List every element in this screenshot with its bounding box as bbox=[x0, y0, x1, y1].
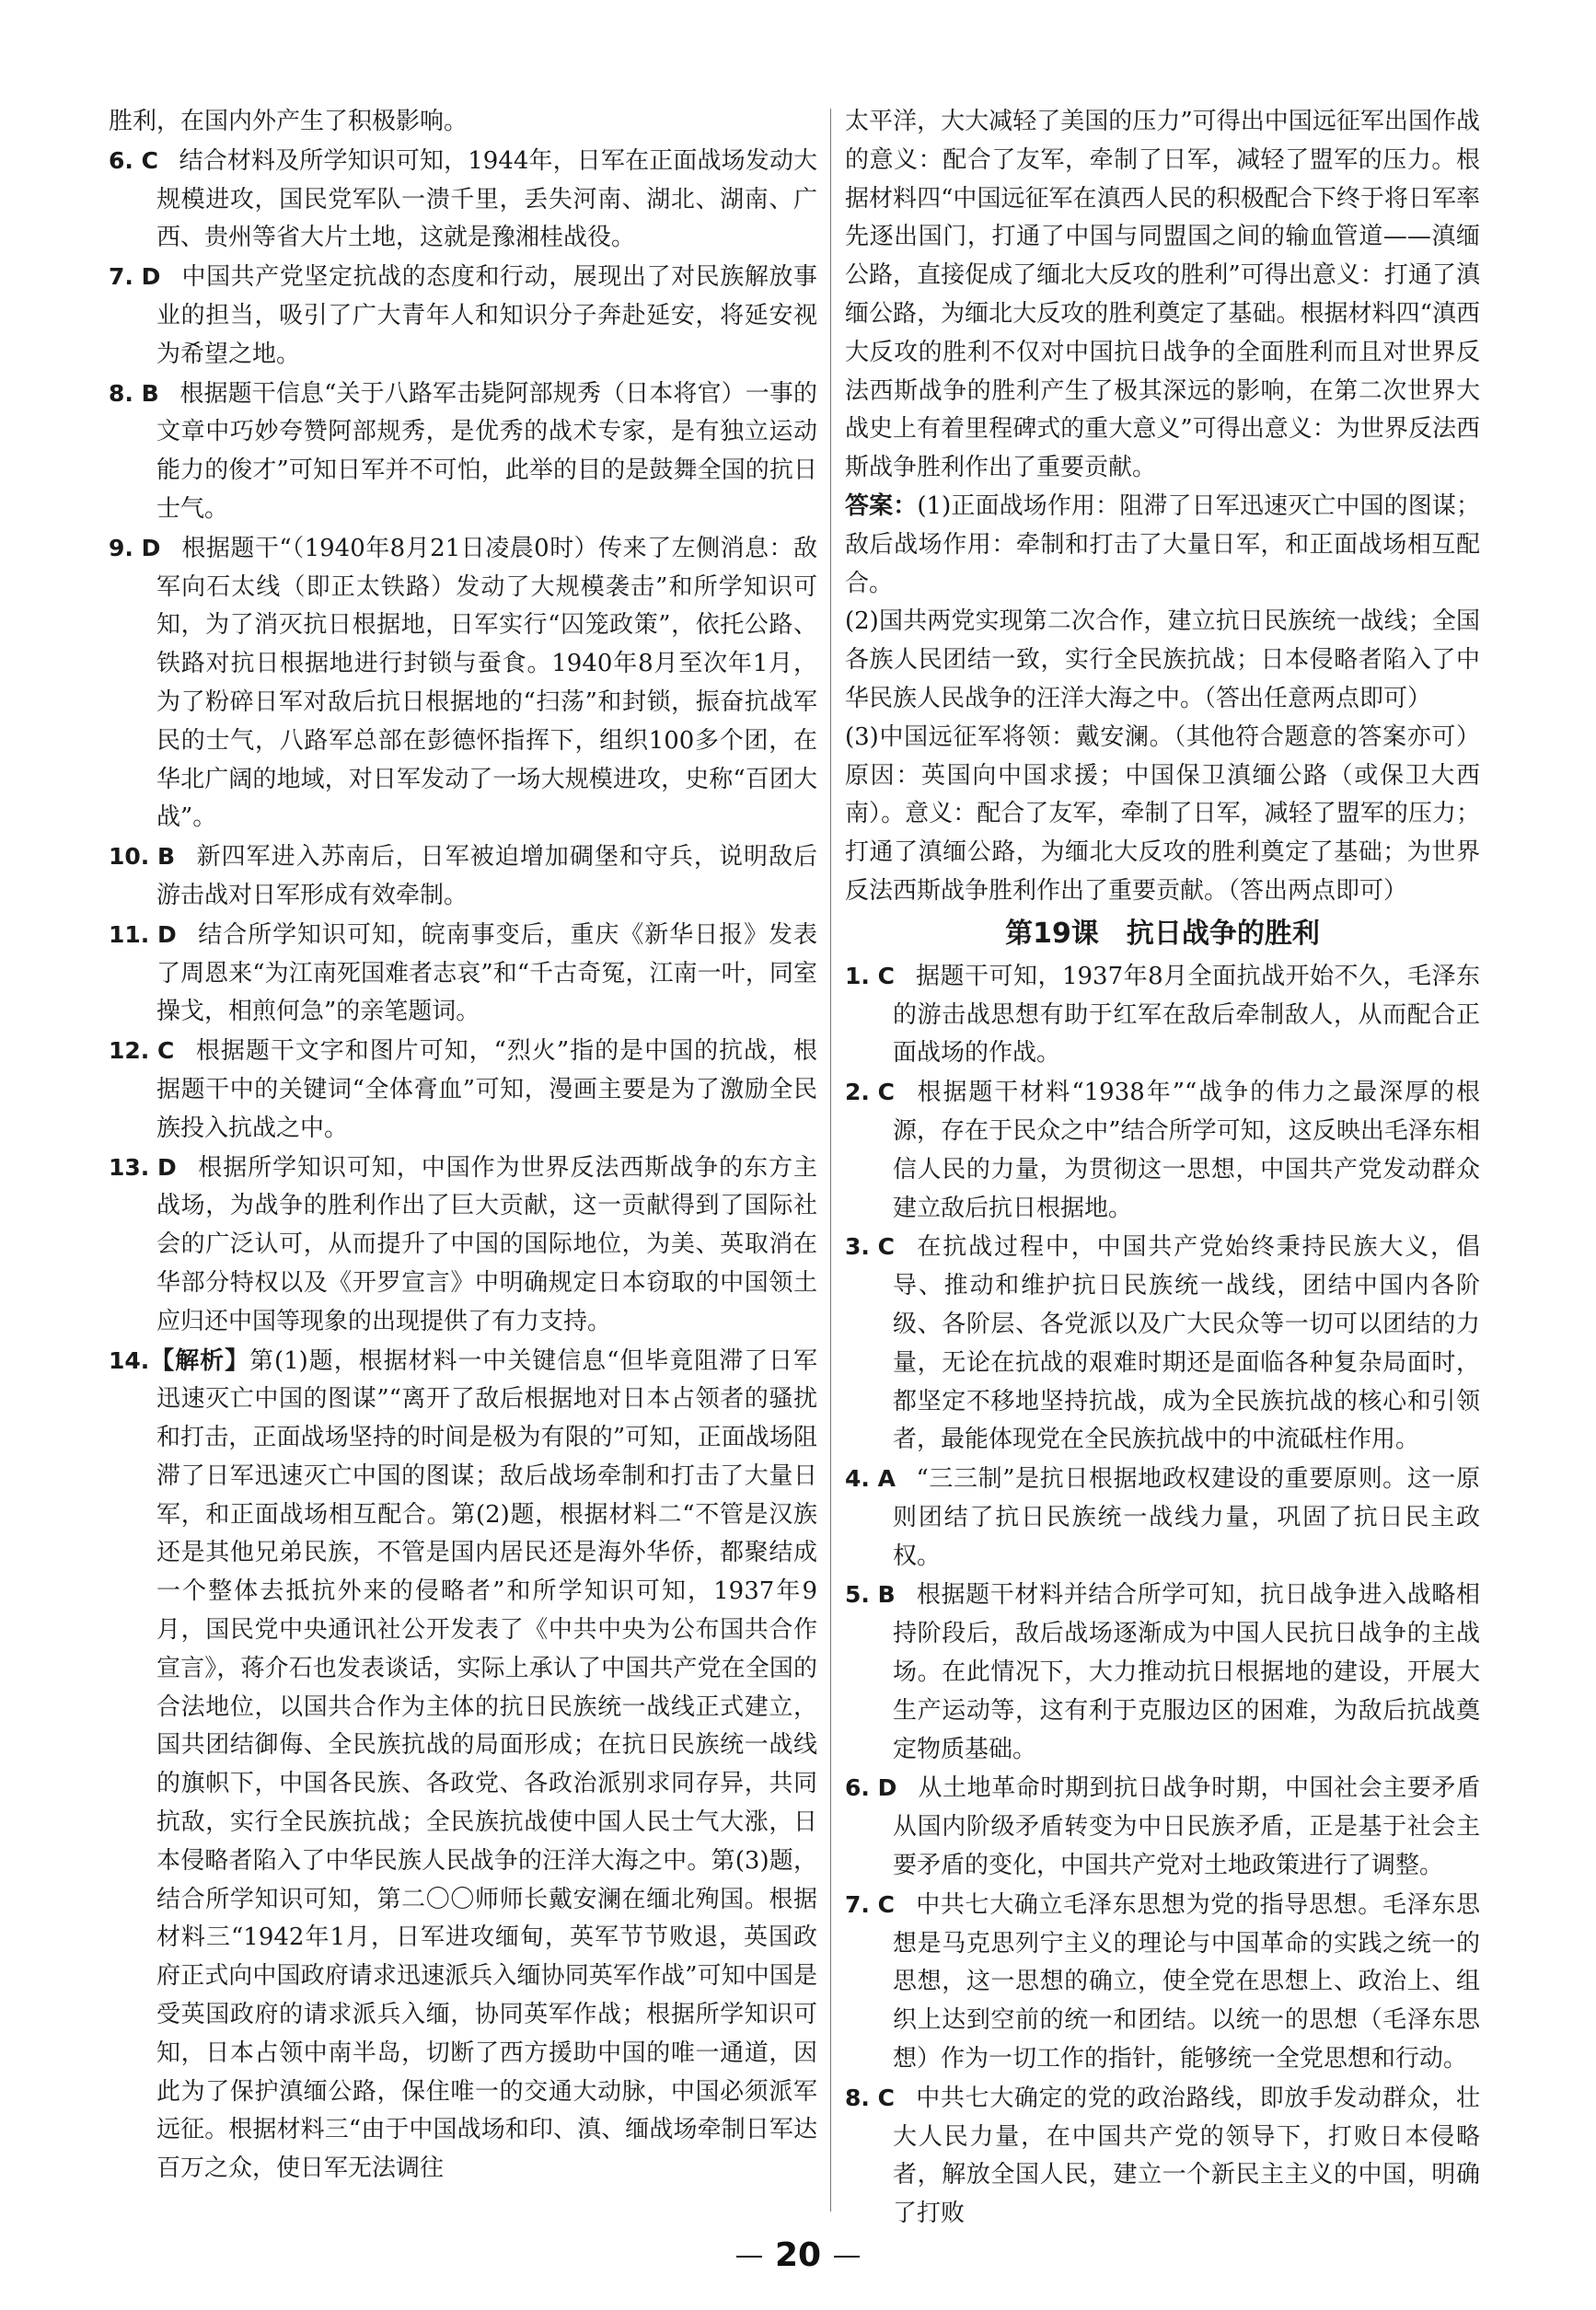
page-footer bbox=[0, 2236, 1596, 2274]
answer-item-7: 7. D 中国共产党坚定抗战的态度和行动，展现出了对民族解放事业的担当，吸引了广大青年人和知识分子奔赴延安，将延安视为希望之地。 bbox=[109, 263, 817, 368]
lesson19-item-3: 3. C 在抗战过程中，中国共产党始终秉持民族大义，倡导、推动和维护抗日民族统一战线，团结中国内各阶级、各阶层、各党派以及广大民众等一切可以团结的力量，无论在抗战的艰难时期还是面临各种复杂局面时，都坚定不移地坚持抗战，成为全民族抗战的核心和引领者，最能体现党在全民族抗战中的中流砥柱作用。 bbox=[845, 1233, 1480, 1454]
answer-item-12: 12. C 根据题干文字和图片可知，“烈火”指的是中国的抗战，根据题干中的关键词“全体膏血”可知，漫画主要是为了激励全民族投入抗战之中。 bbox=[109, 1037, 817, 1142]
answer-item-13: 13. D 根据所学知识可知，中国作为世界反法西斯战争的东方主战场，为战争的胜利作出了巨大贡献，这一贡献得到了国际社会的广泛认可，从而提升了中国的国际地位，为美、英取消在华部分特权以及《开罗宣言》中明确规定日本窃取的中国领土应归还中国等现象的出现提供了有力支持。 bbox=[109, 1153, 817, 1335]
left-column bbox=[109, 103, 817, 2189]
answer-part-3: (3)中国远征军将领：戴安澜。（其他符合题意的答案亦可）原因：英国向中国求援；中国保卫滇缅公路（或保卫大西南）。意义：配合了友军，牵制了日军，减轻了盟军的压力；打通了滇缅公路，为缅北大反攻的胜利奠定了基础；为世界反法西斯战争胜利作出了重要贡献。（答出两点即可） bbox=[845, 722, 1480, 905]
answer-item-9: 9. D 根据题干“（1940年8月21日凌晨0时）传来了左侧消息：敌军向石太线（即正太铁路）发动了大规模袭击”和所学知识可知，为了消灭抗日根据地，日军实行“囚笼政策”，依托公路、铁路对抗日根据地进行封锁与蚕食。1940年8月至次年1月，为了粉碎日军对敌后抗日根据地的“扫荡”和封锁，振奋抗战军民的士气，八路军总部在彭德怀指挥下，组织100多个团，在华北广阔的地域，对日军发动了一场大规模进攻，史称“百团大战”。 bbox=[109, 534, 817, 832]
answer-item-11: 11. D 结合所学知识可知，皖南事变后，重庆《新华日报》发表了周恩来“为江南死国难者志哀”和“千古奇冤，江南一叶，同室操戈，相煎何急”的亲笔题词。 bbox=[109, 920, 817, 1026]
lesson19-item-4: 4. A “三三制”是抗日根据地政权建设的重要原则。这一原则团结了抗日民族统一战线力量，巩固了抗日民主政权。 bbox=[845, 1465, 1480, 1570]
lesson19-item-2: 2. C 根据题干材料“1938年”“战争的伟力之最深厚的根源，存在于民众之中”结合所学可知，这反映出毛泽东相信人民的力量，为贯彻这一思想，中国共产党发动群众建立敌后抗日根据地。 bbox=[845, 1079, 1480, 1222]
lesson19-item-8: 8. C 中共七大确定的党的政治路线，即放手发动群众，壮大人民力量，在中国共产党的领导下，打败日本侵略者，解放全国人民，建立一个新民主主义的中国，明确了打败 bbox=[845, 2084, 1480, 2228]
answer-part-1: 答案：(1)正面战场作用：阻滞了日军迅速灭亡中国的图谋；敌后战场作用：牵制和打击了大量日军，和正面战场相互配合。 bbox=[845, 491, 1480, 597]
page-number: 20 bbox=[774, 2236, 822, 2274]
lesson19-item-7: 7. C 中共七大确立毛泽东思想为党的指导思想。毛泽东思想是马克思列宁主义的理论与中国革命的实践之统一的思想，这一思想的确立，使全党在思想上、政治上、组织上达到空前的统一和团结。以统一的思想（毛泽东思想）作为一切工作的指针，能够统一全党思想和行动。 bbox=[845, 1890, 1480, 2073]
right-column bbox=[845, 103, 1480, 2234]
answer-item-14: 14.【解析】第(1)题，根据材料一中关键信息“但毕竟阻滞了日军迅速灭亡中国的图谋”“离开了敌后根据地对日本占领者的骚扰和打击，正面战场坚持的时间是极为有限的”可知，正面战场阻滞了日军迅速灭亡中国的图谋；敌后战场牵制和打击了大量日军，和正面战场相互配合。第(2)题，根据材料二“不管是汉族还是其他兄弟民族，不管是国内居民还是海外华侨，都聚结成一个整体去抵抗外来的侵略者”和所学知识可知，1937年9月，国民党中央通讯社公开发表了《中共中央为公布国共合作宣言》，蒋介石也发表谈话，实际上承认了中国共产党在全国的合法地位，以国共合作为主体的抗日民族统一战线正式建立，国共团结御侮、全民族抗战的局面形成；在抗日民族统一战线的旗帜下，中国各民族、各政党、各政治派别求同存异，共同抗敌，实行全民族抗战；全民族抗战使中国人民士气大涨，日本侵略者陷入了中华民族人民战争的汪洋大海之中。第(3)题，结合所学知识可知，第二〇〇师师长戴安澜在缅北殉国。根据材料三“1942年1月，日军进攻缅甸，英军节节败退，英国政府正式向中国政府请求迅速派兵入缅协同英军作战”可知中国是受英国政府的请求派兵入缅，协同英军作战；根据所学知识可知，日本占领中南半岛，切断了西方援助中国的唯一通道，因此为了保护滇缅公路，保住唯一的交通大动脉，中国必须派军远征。根据材料三“由于中国战场和印、滇、缅战场牵制日军达百万之众，使日军无法调往 bbox=[109, 1346, 817, 2183]
column-divider bbox=[830, 109, 831, 2212]
footer-dash-right bbox=[834, 2256, 860, 2258]
answer-part-2: (2)国共两党实现第二次合作，建立抗日民族统一战线；全国各族人民团结一致，实行全民族抗战；日本侵略者陷入了中华民族人民战争的汪洋大海之中。（答出任意两点即可） bbox=[845, 607, 1480, 712]
answer-item-10: 10. B 新四军进入苏南后，日军被迫增加碉堡和守兵，说明敌后游击战对日军形成有效牵制。 bbox=[109, 843, 817, 909]
answer-item-6: 6. C 结合材料及所学知识可知，1944年，日军在正面战场发动大规模进攻，国民党军队一溃千里，丢失河南、湖北、湖南、广西、贵州等省大片土地，这就是豫湘桂战役。 bbox=[109, 146, 817, 252]
lesson-title: 第19课 抗日战争的胜利 bbox=[1005, 917, 1320, 950]
lesson19-item-5: 5. B 根据题干材料并结合所学可知，抗日战争进入战略相持阶段后，敌后战场逐渐成为中国人民抗日战争的主战场。在此情况下，大力推动抗日根据地的建设，开展大生产运动等，这有利于克服边区的困难，为敌后抗战奠定物质基础。 bbox=[845, 1581, 1480, 1763]
footer-dash-left bbox=[736, 2256, 762, 2258]
lesson19-item-6: 6. D 从土地革命时期到抗日战争时期，中国社会主要矛盾从国内阶级矛盾转变为中日民族矛盾，正是基于社会主要矛盾的变化，中国共产党对土地政策进行了调整。 bbox=[845, 1774, 1480, 1880]
left-continuation: 胜利，在国内外产生了积极影响。 bbox=[109, 108, 468, 135]
right-continuation: 太平洋，大大减轻了美国的压力”可得出中国远征军出国作战的意义：配合了友军，牵制了日军，减轻了盟军的压力。根据材料四“中国远征军在滇西人民的积极配合下终于将日军率先逐出国门，打通了中国与同盟国之间的输血管道——滇缅公路，直接促成了缅北大反攻的胜利”可得出意义：打通了滇缅公路，为缅北大反攻的胜利奠定了基础。根据材料四“滇西大反攻的胜利不仅对中国抗日战争的全面胜利而且对世界反法西斯战争的胜利产生了极其深远的影响，在第二次世界大战史上有着里程碑式的重大意义”可得出意义：为世界反法西斯战争胜利作出了重要贡献。 bbox=[845, 108, 1480, 482]
lesson19-item-1: 1. C 据题干可知，1937年8月全面抗战开始不久，毛泽东的游击战思想有助于红军在敌后牵制敌人，从而配合正面战场的作战。 bbox=[845, 962, 1480, 1068]
answer-item-8: 8. B 根据题干信息“关于八路军击毙阿部规秀（日本将官）一事的文章中巧妙夸赞阿部规秀，是优秀的战术专家，是有独立运动能力的俊才”可知日军并不可怕，此举的目的是鼓舞全国的抗日士气。 bbox=[109, 379, 817, 523]
